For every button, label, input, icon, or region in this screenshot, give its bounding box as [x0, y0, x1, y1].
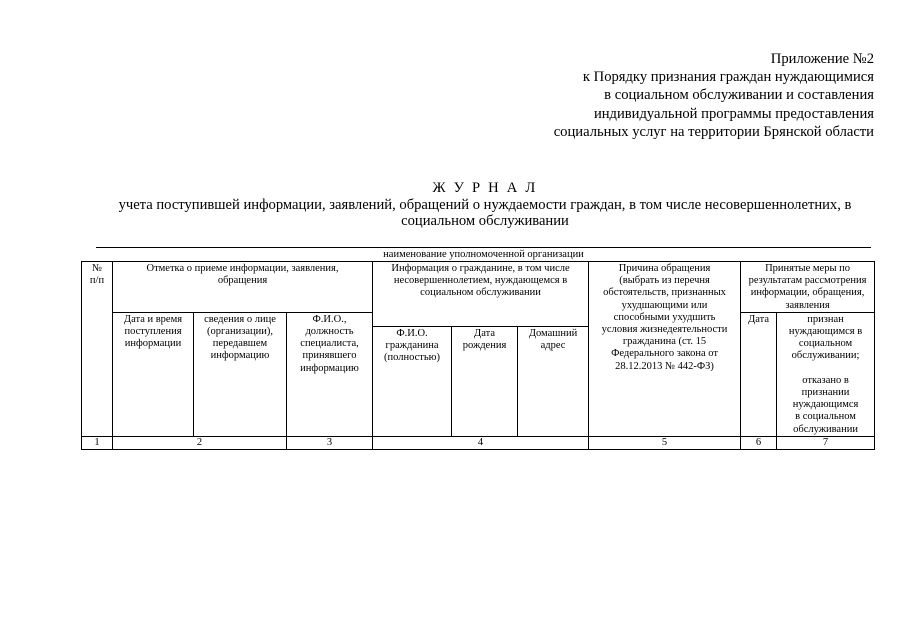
column-number-cell: 6: [741, 436, 777, 449]
organization-underline: [96, 247, 871, 248]
header-birth-date: Дата рождения: [452, 326, 518, 436]
header-receipt-group: Отметка о приеме информации, заявления, обращения: [113, 262, 373, 313]
appendix-line: индивидуальной программы предоставления: [593, 105, 874, 122]
header-citizen-name: Ф.И.О. гражданина (полностью): [373, 326, 452, 436]
header-number: № п/п: [82, 262, 113, 437]
journal-heading: Ж У Р Н А Л: [432, 180, 538, 196]
document-title: [90, 180, 880, 230]
header-measures-date: Дата: [741, 312, 777, 436]
column-number-cell: 3: [287, 436, 373, 449]
header-receipt-date: Дата и время поступления информации: [113, 312, 194, 436]
column-number-cell: 2: [113, 436, 287, 449]
header-reason: Причина обращения (выбрать из перечня обстоятельств, признанных ухудшающими или способными ухудшить условия жизнедеятельности гражданина (ст. 15 Федерального закона от 28.12.2013 № 442-ФЗ): [589, 262, 741, 437]
header-address: Домашний адрес: [518, 326, 589, 436]
column-number-cell: 5: [589, 436, 741, 449]
header-specialist: Ф.И.О., должность специалиста, принявшего информацию: [287, 312, 373, 436]
appendix-line: Приложение №2: [770, 51, 874, 67]
header-sender: сведения о лице (организации), передавшем информацию: [194, 312, 287, 436]
header-citizen-group: Информация о гражданине, в том числе несовершеннолетием, нуждающемся в социальном обслуживании: [373, 262, 589, 327]
journal-table: [81, 261, 875, 450]
appendix-line: к Порядку признания граждан нуждающимися: [582, 69, 874, 86]
organization-caption: наименование уполномоченной организации: [383, 249, 584, 260]
appendix-header: [554, 50, 874, 141]
column-number-cell: 4: [373, 436, 589, 449]
header-measures-group: Принятые меры по результатам рассмотрения информации, обращения, заявления: [741, 262, 875, 313]
appendix-line: социальных услуг на территории Брянской области: [553, 123, 874, 140]
header-measures-result: признан нуждающимся в социальном обслуживании; отказано в признании нуждающимся в социальном обслуживании: [777, 312, 875, 436]
journal-subtitle-line: учета поступившей информации, заявлений, обращений о нуждаемости граждан, в том числе несовершеннолетних, в: [118, 196, 852, 213]
column-number-cell: 1: [82, 436, 113, 449]
column-number-cell: 7: [777, 436, 875, 449]
appendix-line: в социальном обслуживании и составления: [604, 87, 874, 104]
journal-subtitle-line: социальном обслуживании: [401, 213, 569, 229]
